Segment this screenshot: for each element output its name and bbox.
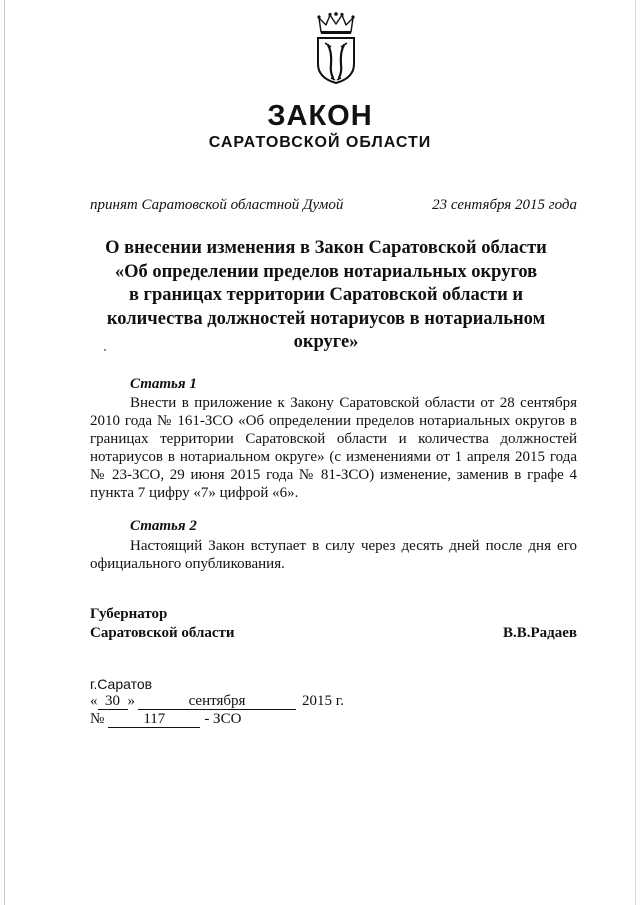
date-year: 2015 г. [302,693,344,709]
signatory-position: Губернатор [90,606,168,622]
saratov-coat-of-arms-icon [313,12,359,86]
date-month: сентября [138,694,296,710]
scan-speck [104,349,106,351]
article-1-text: Внести в приложение к Закону Саратовской области от 28 сентября 2010 года № 161-ЗСО «Об определении пределов нотариальных округов в границах территории Саратовской области и количества должностей нотариусов в нотариальном округе» (с изменениями от 1 апреля 2015 года № 23-ЗСО, 29 июня 2015 года № 81-ЗСО) изменение, заменив в графе 4 пункта 7 цифру «7» цифрой «6». [90,395,577,501]
adopted-by: принят Саратовской областной Думой [90,197,344,213]
article-1-heading: Статья 1 [130,376,197,392]
signatory-name: В.В.Радаев [502,625,577,641]
number-value: 117 [108,712,200,728]
date-open-quote: « [90,693,98,709]
law-title-line: количества должностей нотариусов в нотариальном [106,308,546,329]
signing-date [90,693,344,710]
document-title: ЗАКОН [267,100,373,132]
signatory-region: Саратовской области [90,625,235,641]
article-2-text: Настоящий Закон вступает в силу через десять дней после дня его официального опубликования. [90,538,577,572]
law-number [90,711,241,728]
number-suffix: - ЗСО [204,711,242,727]
law-title-line: «Об определении пределов нотариальных округов [114,261,538,282]
law-title-line: в границах территории Саратовской области и [128,285,524,305]
adoption-date: 23 сентября 2015 года [432,197,577,213]
date-day: 30 [98,694,128,710]
article-2-heading: Статья 2 [130,518,197,534]
document-subtitle: САРАТОВСКОЙ ОБЛАСТИ [208,134,432,151]
date-close-quote: » [127,693,135,709]
law-title-line: О внесении изменения в Закон Саратовской области [105,238,547,258]
law-title [78,237,574,355]
city-of-signing: г.Саратов [90,676,153,692]
number-sign: № [90,711,105,727]
law-title-line: округе» [293,332,359,352]
